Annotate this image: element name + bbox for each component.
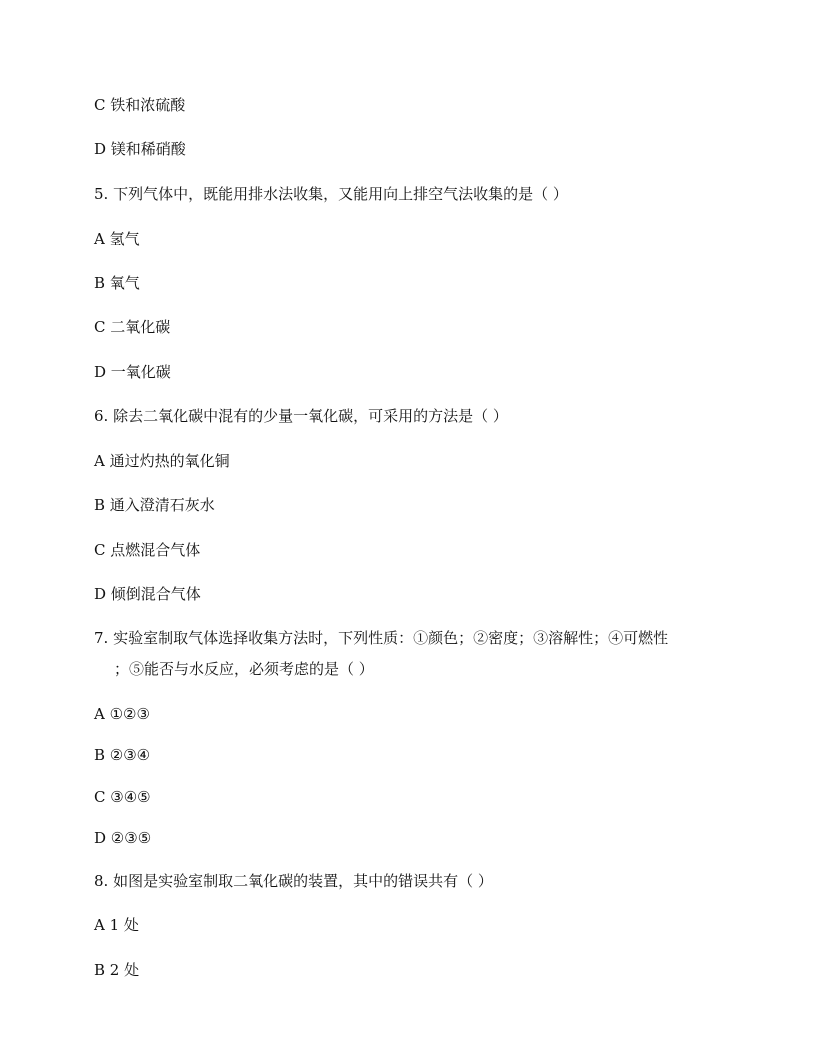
option-a-q8: A 1 处 — [94, 916, 139, 934]
option-b-q6: B 通入澄清石灰水 — [94, 496, 215, 514]
option-d-q7: D ②③⑤ — [94, 829, 152, 847]
option-b-q5: B 氧气 — [94, 274, 140, 292]
question-5: 5. 下列气体中，既能用排水法收集，又能用向上排空气法收集的是（ ） — [94, 185, 568, 203]
question-6: 6. 除去二氧化碳中混有的少量一氧化碳，可采用的方法是（ ） — [94, 407, 508, 425]
option-a-q5: A 氢气 — [94, 230, 140, 248]
question-7: 7. 实验室制取气体选择收集方法时，下列性质：①颜色；②密度；③溶解性；④可燃性 — [94, 629, 669, 647]
question-8: 8. 如图是实验室制取二氧化碳的装置，其中的错误共有（ ） — [94, 872, 493, 890]
option-d-q4: D 镁和稀硝酸 — [94, 140, 186, 158]
option-d-q6: D 倾倒混合气体 — [94, 585, 201, 603]
option-c-q4: C 铁和浓硫酸 — [94, 96, 186, 114]
option-a-q7: A ①②③ — [94, 705, 150, 723]
option-b-q8: B 2 处 — [94, 961, 140, 979]
option-c-q7: C ③④⑤ — [94, 788, 151, 806]
question-7-continued: ；⑤能否与水反应，必须考虑的是（ ） — [114, 660, 374, 678]
option-c-q6: C 点燃混合气体 — [94, 541, 201, 559]
option-a-q6: A 通过灼热的氧化铜 — [94, 452, 230, 470]
option-d-q5: D 一氧化碳 — [94, 363, 171, 381]
option-b-q7: B ②③④ — [94, 746, 151, 764]
option-c-q5: C 二氧化碳 — [94, 318, 171, 336]
